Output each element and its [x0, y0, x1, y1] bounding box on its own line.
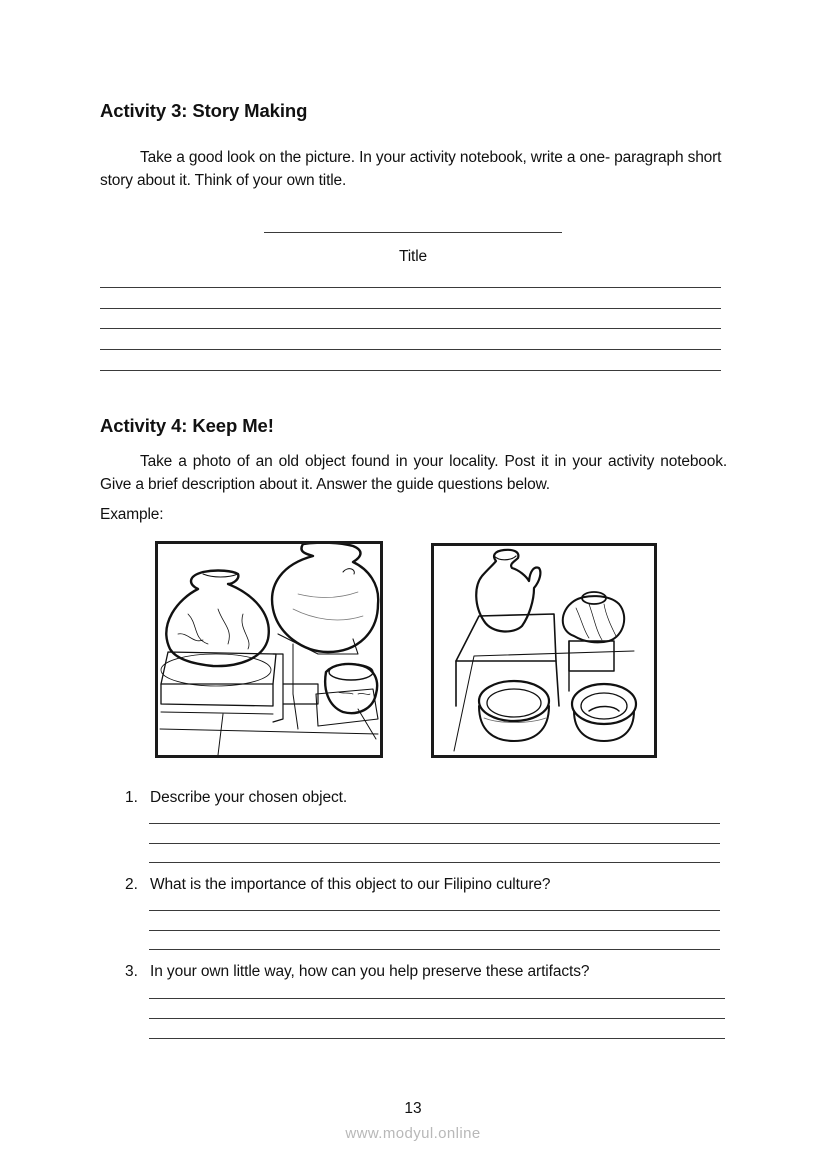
- page-number: 13: [404, 1100, 422, 1117]
- question-number: 2.: [125, 876, 138, 893]
- answer-line-3-2[interactable]: [149, 1018, 725, 1019]
- clay-jars-drawing-icon: [158, 544, 380, 755]
- activity-3-instructions: Take a good look on the picture. In your activity notebook, write a one- paragraph short story about it. Think of your own title.: [100, 149, 722, 189]
- question-text: What is the importance of this object to our Filipino culture?: [150, 876, 551, 893]
- question-text: Describe your chosen object.: [150, 789, 348, 806]
- footer-website: www.modyul.online: [345, 1125, 481, 1142]
- pottery-illustration-2: [431, 543, 657, 758]
- jars-and-bowls-drawing-icon: [434, 546, 654, 755]
- example-label: Example:: [100, 506, 164, 523]
- answer-line-2-1[interactable]: [149, 910, 720, 911]
- story-line-4[interactable]: [100, 349, 721, 350]
- answer-line-2-2[interactable]: [149, 930, 720, 931]
- answer-line-1-3[interactable]: [149, 862, 720, 863]
- title-blank-line[interactable]: [264, 232, 562, 233]
- activity-4-heading: Activity 4: Keep Me!: [100, 415, 274, 436]
- answer-line-3-3[interactable]: [149, 1038, 725, 1039]
- story-line-3[interactable]: [100, 328, 721, 329]
- story-line-5[interactable]: [100, 370, 721, 371]
- answer-line-3-1[interactable]: [149, 998, 725, 999]
- title-label: Title: [399, 248, 427, 265]
- story-line-2[interactable]: [100, 308, 721, 309]
- answer-line-1-2[interactable]: [149, 843, 720, 844]
- answer-line-2-3[interactable]: [149, 949, 720, 950]
- answer-line-1-1[interactable]: [149, 823, 720, 824]
- activity-3-heading: Activity 3: Story Making: [100, 100, 308, 121]
- activity-4-instructions: Take a photo of an old object found in your locality. Post it in your activity notebook. Give a brief description about it. Answer the guide questions below.: [100, 453, 727, 493]
- question-text: In your own little way, how can you help preserve these artifacts?: [150, 963, 590, 980]
- pottery-illustration-1: [155, 541, 383, 758]
- question-number: 1.: [125, 789, 138, 806]
- question-number: 3.: [125, 963, 138, 980]
- story-line-1[interactable]: [100, 287, 721, 288]
